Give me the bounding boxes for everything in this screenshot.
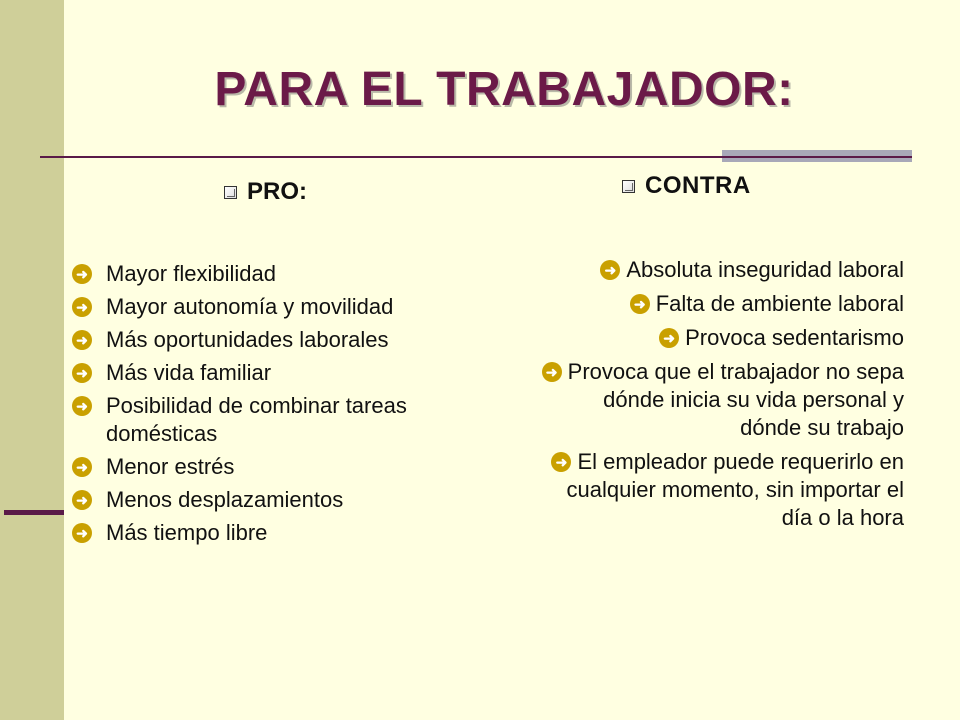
list-item: ➜ Falta de ambiente laboral [540,290,904,318]
list-item: ➜ Menor estrés [72,453,472,481]
arrow-bullet-icon: ➜ [659,328,679,348]
arrow-bullet-icon: ➜ [72,523,92,543]
contra-list [540,256,904,538]
list-item: ➜ El empleador puede requerirlo en cualquier momento, sin importar el día o la hora [540,448,904,532]
list-item: ➜ Más vida familiar [72,359,472,387]
contra-heading [622,172,751,200]
list-item: ➜ Mayor autonomía y movilidad [72,293,472,321]
arrow-bullet-icon: ➜ [551,452,571,472]
list-item: ➜ Posibilidad de combinar tareas domésticas [72,392,472,448]
pro-heading [224,178,307,206]
pro-list [72,260,472,552]
slide-title: PARA EL TRABAJADOR: [214,63,794,116]
list-item: ➜ Más oportunidades laborales [72,326,472,354]
list-item: ➜ Provoca que el trabajador no sepa dónde inicia su vida personal y dónde su trabajo [540,358,904,442]
arrow-bullet-icon: ➜ [600,260,620,280]
arrow-bullet-icon: ➜ [72,264,92,284]
square-bullet-icon [622,180,635,193]
list-item: ➜ Absoluta inseguridad laboral [540,256,904,284]
arrow-bullet-icon: ➜ [72,396,92,416]
arrow-bullet-icon: ➜ [72,330,92,350]
arrow-bullet-icon: ➜ [72,490,92,510]
contra-heading-label: CONTRA [645,172,751,199]
left-accent-line [4,510,64,515]
list-item: ➜ Mayor flexibilidad [72,260,472,288]
arrow-bullet-icon: ➜ [72,457,92,477]
pro-heading-label: PRO: [247,178,307,205]
list-item: ➜ Provoca sedentarismo [540,324,904,352]
list-item: ➜ Menos desplazamientos [72,486,472,514]
title-rule [40,156,912,158]
arrow-bullet-icon: ➜ [542,362,562,382]
arrow-bullet-icon: ➜ [630,294,650,314]
arrow-bullet-icon: ➜ [72,297,92,317]
arrow-bullet-icon: ➜ [72,363,92,383]
square-bullet-icon [224,186,237,199]
list-item: ➜ Más tiempo libre [72,519,472,547]
